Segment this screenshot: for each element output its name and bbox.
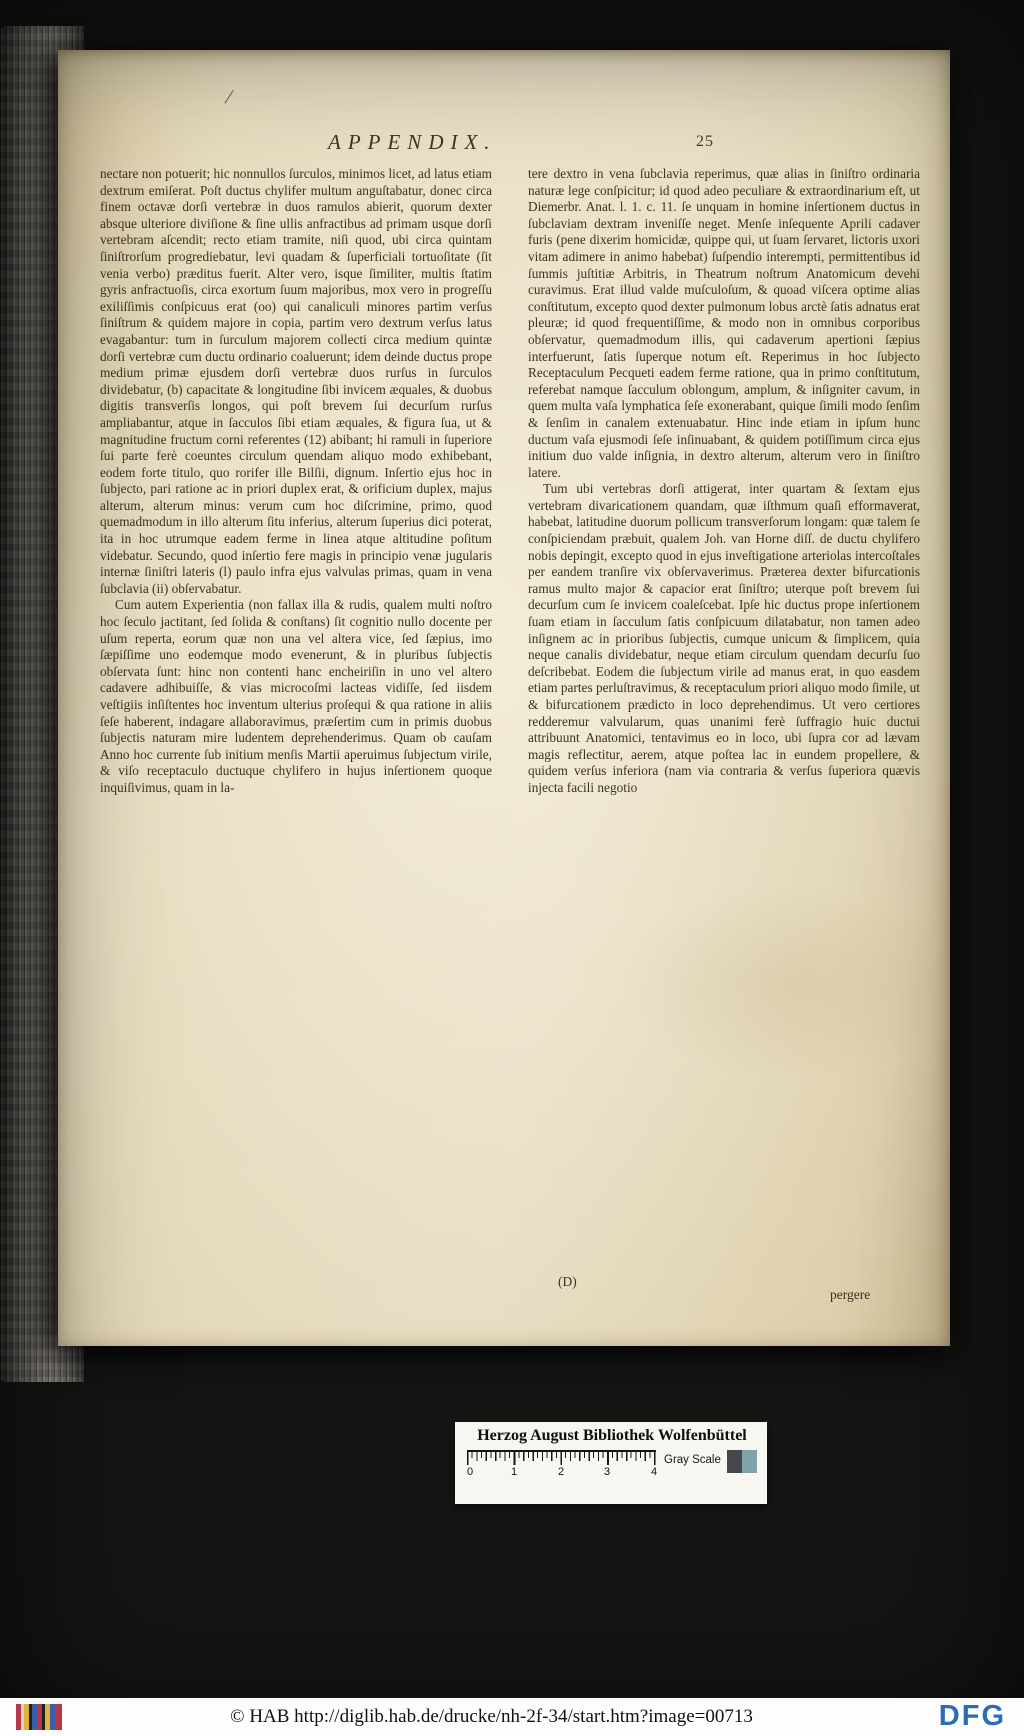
catchword: pergere <box>830 1287 871 1302</box>
left-column-paragraph-1: nectare non potuerit; hic nonnullos ſurculos, minimos licet, ad latus etiam dextrum emiſerat. Poſt ductus chylifer multum anguſtabatur, donec circa finem octavæ dorſi vertebræ in duos ramulos abierit, quorum dexter absque ulteriore diviſione & ſine ullis anfractibus ad primam usque dorſi vertebram aſcendit; recto etiam tramite, niſi quod, ubi circa quintam ſiniſtrorſum progrediebatur, levi quadam & ſuperficiali tortuoſitate (ſit venia verbo) præditus fuerit. Alter vero, isque ſimiliter, multis ſtatim gyris anfractuoſis, circa exortum ſuum majoribus, mox vero in progreſſu exiliſſimis conſpicuus erat (oo) qui canaliculi minores partim verſus ſiniſtrum & quidem majore in copia, partim vero dextrum verſus latus evagabantur: tum in ſurculum majorem collecti circa medium quintæ dorſi vertebræ cum ductu ordinario coaluerunt; idem deinde ductus prope medium primæ ejusdem dorſi vertebræ duos rurſus in ſurculos dividebatur, (b) capacitate & longitudine ſibi invicem æquales, & duobus digitis transverſis longos, qui poſt brevem ſui decurſum rurſus ampliabantur, atque in ſacculos ſibi etiam æquales, & figura ſua, ut & magnitudine fructum corni referentes (12) abibant; hi ramuli in ſuperiore ſui parte ferè coeuntes circulum quendam aliquo modo exhibebant, eodem forte titulo, quo rorifer ille Bilſii, dignum. Inſertio ejus hoc in ſubjecto, pari ratione ac in priori duplex erat, & orificium duplex, majus alterum, alterum minus: verum cum hoc diſcrimine, primo, quod quemadmodum in illo alterum ſitu inferius, alterum ſuperius dici poterat, ita in hoc utrumque eadem ferme in linea atque altitudine poſitum videbatur. Secundo, quod inſertio fere magis in principio venæ jugularis internæ ſiniſtri lateris (l) paulo infra ejus valvulas primas, quam in vena ſubclavia (ii) obſervabatur. <box>100 166 492 596</box>
ruler <box>467 1450 656 1480</box>
ruler-number-2: 2 <box>557 1466 565 1478</box>
text-block <box>58 166 950 1274</box>
page-number: 25 <box>696 133 714 150</box>
calibration-card-title: Herzog August Bibliothek Wolfenbüttel <box>477 1427 747 1444</box>
ink-mark: / <box>223 83 236 110</box>
ruler-number-3: 3 <box>603 1466 611 1478</box>
ruler-number-1: 1 <box>510 1466 518 1478</box>
left-column-paragraph-2: Cum autem Experientia (non fallax illa & rudis, qualem multi noſtro hoc ſeculo jactitant, ſed ſolida & conſtans) ſit cognitio nullo docente per uſum reperta, eorum quæ non una vel altera vice, ſed ſæpius, imo ſæpiſſime uno eodemque modo evenerunt, & in pluribus ſubjectis obſervata ſunt: hinc non contenti hanc encheiriſin in uno vel altero cadavere adhibuiſſe, & vias microcoſmi lacteas vidiſſe, ſed iisdem veſtigiis inſiſtentes hoc inventum ulterius proſequi & qua ratione in aliis ſeſe haberent, indagare allaboravimus, præſertim cum in primis duobus ſubjectis naturam mire ludentem deprehenderimus. Quam ob cauſam Anno hoc currente ſub initium menſis Martii aperuimus ſubjectum virile, & viſo receptaculo ductuque chylifero in hujus inſertionem quoque inquiſivimus, quam in la- <box>100 597 492 795</box>
ruler-number-4: 4 <box>650 1466 658 1478</box>
right-column-paragraph-1: tere dextro in vena ſubclavia reperimus, quæ alias in ſiniſtro ordinaria naturæ lege conſpicitur; id quod adeo peculiare & extraordinarium eſt, ut Diemerbr. Anat. l. 1. c. 11. ſe unquam in homine inſertionem ductus in ſubclaviam dextram inveniſſe neget. Menſe inſequente Aprili cadaver furis (pene dixerim homicidæ, quippe qui, ut ſuam ſervaret, lictoris uxori vitam adimere in animo habebat) ſuſpendio interempti, permittentibus id ſummis juſtitiæ Arbitris, in Theatrum noſtrum Anatomicum devehi curavimus. Erat illud valde muſculoſum, & quoad viſcera optime alias conſtitutum, excepto quod dexter pulmonum lobus arctè ſatis adnatus erat pleuræ; id quod frequentiſſime, & modo non in omnibus corporibus obſervatur, quemadmodum illis, qui cadaverum apertioni ſæpius interfuerunt, ſatis ſuperque notum eſt. Reperimus in hoc ſubjecto Receptaculum Pecqueti eadem ferme ratione, qua in primo conſtitutum, referebat namque ſacculum oblongum, amplum, & inſigniter cavum, in quem multa vaſa lymphatica ſeſe exonerabant, quique ſimili modo ſenſim & ſenſim in canalem extenuabatur. Hinc inde etiam in ipſum hunc ductum vaſa ejusmodi ſeſe inſinuabant, & quidem potiſſimum circa ejus initium duo valde inſignia, in dextro alterum, alterum vero in ſiniſtro latere. <box>528 166 920 480</box>
page-header-title: APPENDIX. <box>328 130 497 154</box>
ruler-number-0: 0 <box>466 1466 474 1478</box>
left-column <box>100 166 492 1274</box>
ruler-ticks <box>467 1450 656 1465</box>
page-header <box>58 130 950 160</box>
gray-swatch-light <box>742 1450 757 1473</box>
gray-swatch-dark <box>727 1450 742 1473</box>
dfg-logo: DFG <box>938 1700 1006 1732</box>
footer-bar <box>0 1698 1024 1736</box>
gray-scale-label: Gray Scale <box>664 1454 721 1466</box>
calibration-card <box>455 1422 767 1504</box>
color-control-strip-icon <box>16 1704 62 1730</box>
book-page <box>58 50 950 1346</box>
ruler-numbers <box>467 1466 656 1480</box>
right-column <box>528 166 920 1274</box>
signature-mark: (D) <box>558 1274 577 1289</box>
right-column-paragraph-2: Tum ubi vertebras dorſi attigerat, inter quartam & ſextam ejus vertebram divaricationem quandam, quæ iſthmum quaſi efformaverat, habebat, latitudine duorum pollicum transverſorum longam: quæ talem ſe conſpiciendam præbuit, qualem Joh. van Horne diſſ. de ductu chylifero nobis depingit, excepto quod in ejus inveſtigatione arteriolas intercoſtales per eandem tranſire vix obſervaverimus. Præterea dexter bifurcationis ramus multo major & capacior erat ſiniſtro; uterque poſt brevem ſui decurſum cum ſe invicem coaleſcebat. Ipſe hic ductus prope inſertionem ſuam etiam in ſacculum ſatis conſpicuum dilatabatur, non tamen adeo inſignem ac in prioribus ſubjectis, cumque unicum & ſimplicem, quia neque canalis dividebatur, neque etiam circulum quendam decurſu ſuo deſcribebat. Eodem die ſubjectum virile ad manus erat, in quo easdem etiam partes perluſtravimus, & receptaculum priori aliquo modo ſimile, ut & bifurcationem prædicto in loco deprehendimus. Ut vero certiores redderemur valvularum, quas unanimi ferè ſuffragio huic ductui attribuunt Anatomici, tentavimus eo in loco, ubi ſupra cor ad lævam magis reflectitur, aerem, atque poſtea lac in eundem propellere, & quidem verſus inferiora (nam via contraria & verſus ſuperiora quævis injecta facili negotio <box>528 481 920 795</box>
calibration-card-row <box>467 1450 757 1480</box>
copyright-text: © HAB http://diglib.hab.de/drucke/nh-2f-34/start.htm?image=00713 <box>230 1706 753 1727</box>
